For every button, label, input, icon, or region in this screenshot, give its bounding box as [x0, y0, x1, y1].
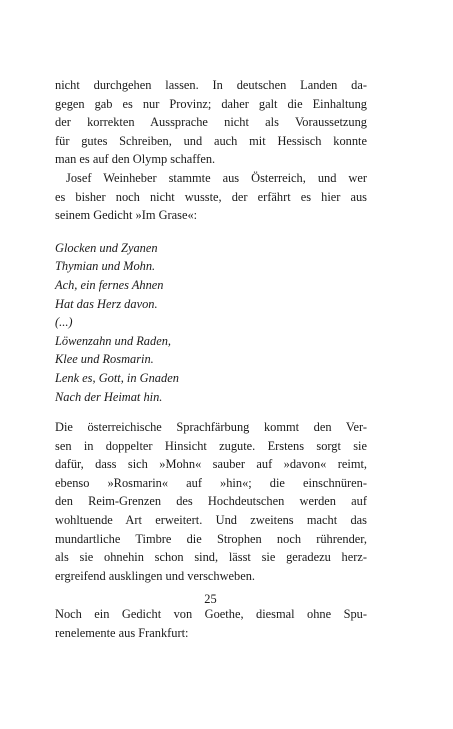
- paragraph-sprachfaerbung: [55, 418, 367, 585]
- poem-ellipsis: (...): [55, 315, 73, 330]
- text-line: seinem Gedicht »Im Grase«:: [55, 208, 198, 223]
- poem-line: Hat das Herz davon.: [55, 296, 158, 311]
- poem-line: Nach der Heimat hin.: [55, 389, 163, 404]
- text-line: für gutes Schreiben, und auch mit Hessisch konnte: [55, 133, 367, 148]
- text-line: ebenso »Rosmarin« auf »hin«; die einschnüren-: [55, 475, 367, 490]
- poem-line: Lenk es, Gott, in Gnaden: [55, 370, 179, 385]
- text-line: dafür, dass sich »Mohn« sauber auf »davon« reimt,: [55, 457, 367, 472]
- book-page: [55, 76, 367, 643]
- text-line: ergreifend ausklingen und verschweben.: [55, 568, 256, 583]
- paragraph-provinz: [55, 76, 367, 169]
- text-line: Noch ein Gedicht von Goethe, diesmal ohne Spu-: [55, 607, 367, 622]
- text-line: der korrekten Aussprache nicht als Voraussetzung: [55, 115, 367, 130]
- paragraph-goethe: [55, 605, 367, 642]
- text-line: sen in doppelter Hinsicht zugute. Erstens sorgt sie: [55, 438, 367, 453]
- poem-im-grase: [55, 239, 367, 406]
- poem-line: Löwenzahn und Raden,: [55, 333, 171, 348]
- text-line: Die österreichische Sprachfärbung kommt den Ver-: [55, 420, 367, 435]
- text-line: wohltuende Art erweitert. Und zweitens macht das: [55, 513, 367, 528]
- poem-line: Ach, ein fernes Ahnen: [55, 277, 164, 292]
- text-line: nicht durchgehen lassen. In deutschen Landen da-: [55, 78, 367, 92]
- text-line: den Reim-Grenzen des Hochdeutschen werden auf: [55, 494, 367, 509]
- poem-line: Thymian und Mohn.: [55, 259, 156, 274]
- page-number-text: 25: [204, 592, 217, 606]
- page-number: [0, 590, 453, 608]
- poem-line: Klee und Rosmarin.: [55, 352, 154, 367]
- poem-line: Glocken und Zyanen: [55, 240, 158, 255]
- text-line: gegen gab es nur Provinz; daher galt die Einhaltung: [55, 96, 367, 111]
- text-line: mundartliche Timbre die Strophen noch rührender,: [55, 531, 367, 546]
- text-line: Josef Weinheber stammte aus Österreich, und wer: [66, 170, 367, 185]
- text-line: man es auf den Olymp schaffen.: [55, 152, 216, 167]
- paragraph-weinheber: [55, 169, 367, 225]
- text-line: renelemente aus Frankfurt:: [55, 626, 189, 641]
- spacer: [55, 406, 367, 418]
- text-line: als sie ohnehin schon sind, lässt sie geradezu herz-: [55, 550, 367, 565]
- text-line: es bisher noch nicht wusste, der erfährt es hier aus: [55, 189, 367, 204]
